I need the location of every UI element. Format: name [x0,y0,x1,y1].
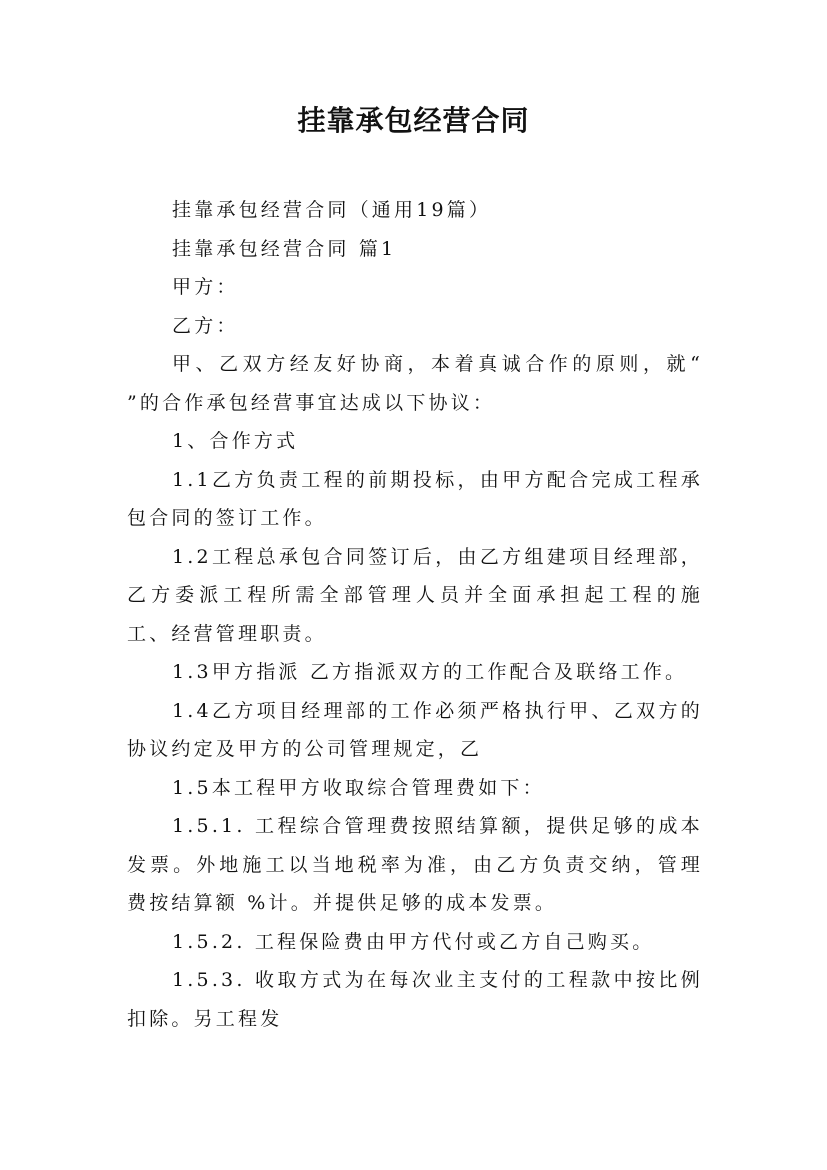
paragraph-clause-1-4: 1.4乙方项目经理部的工作必须严格执行甲、乙双方的协议约定及甲方的公司管理规定，乙 [127,699,703,760]
paragraph-clause-1-3: 1.3甲方指派 乙方指派双方的工作配合及联络工作。 [172,661,688,683]
paragraph-clause-1-1: 1.1乙方负责工程的前期投标，由甲方配合完成工程承包合同的签订工作。 [127,468,703,529]
paragraph-preamble: 甲、乙双方经友好协商，本着真诚合作的原则，就“ ”的合作承包经营事宜达成以下协议： [127,353,703,414]
paragraph-clause-1-5-1: 1.5.1. 工程综合管理费按照结算额，提供足够的成本发票。外地施工以当地税率为准，由乙方负责交纳，管理费按结算额 %计。并提供足够的成本发票。 [127,815,703,914]
document-body [127,191,703,1038]
paragraph-clause-1-5-2: 1.5.2. 工程保险费由甲方代付或乙方自己购买。 [172,930,655,953]
paragraph-party-b: 乙方： [172,314,239,337]
paragraph-clause-1-5-3: 1.5.3. 收取方式为在每次业主支付的工程款中按比例扣除。另工程发 [127,969,703,1030]
paragraph-clause-1-2: 1.2工程总承包合同签订后，由乙方组建项目经理部，乙方委派工程所需全部管理人员并全面承担起工程的施工、经营管理职责。 [127,545,703,645]
document-title: 挂靠承包经营合同 [297,104,530,137]
paragraph-subtitle: 挂靠承包经营合同（通用19篇） [172,199,492,221]
paragraph-party-a: 甲方： [172,276,239,298]
paragraph-section-heading: 挂靠承包经营合同 篇1 [172,237,397,260]
paragraph-clause-1: 1、合作方式 [172,430,299,452]
paragraph-clause-1-5: 1.5本工程甲方收取综合管理费如下： [172,776,545,799]
